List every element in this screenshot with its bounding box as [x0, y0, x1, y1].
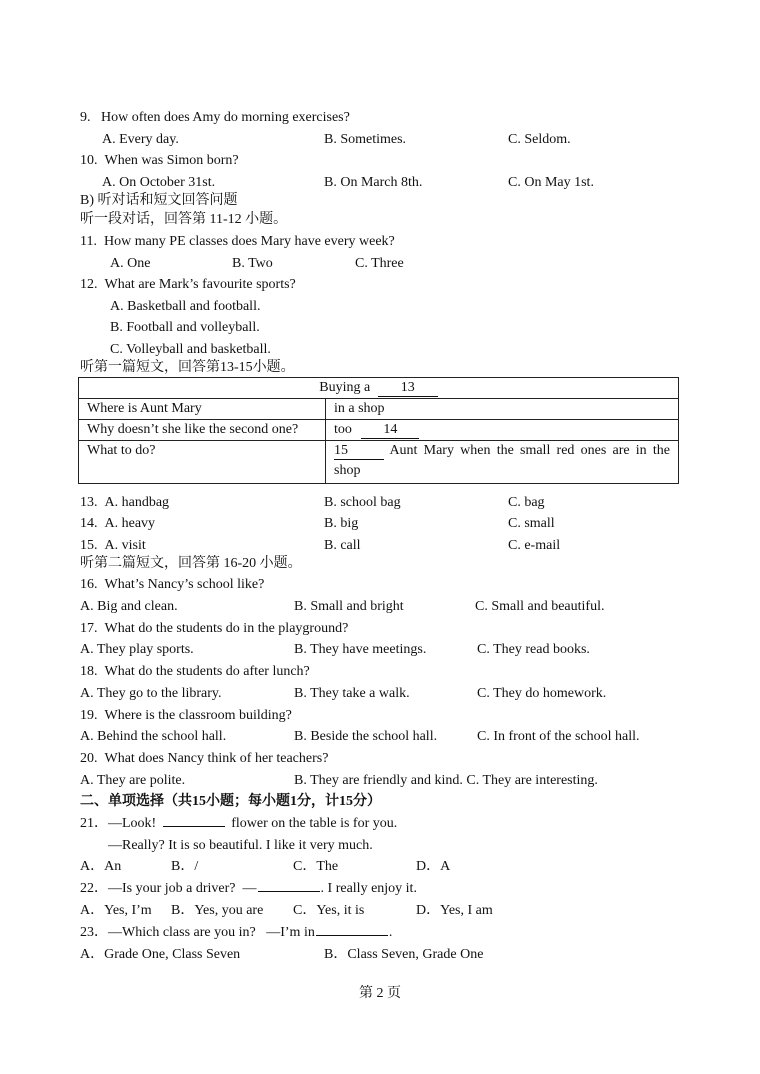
question-12-option-a: A. Basketball and football. [110, 299, 261, 314]
question-16-option-c: C. Small and beautiful. [475, 599, 605, 614]
question-9-option-b: B. Sometimes. [324, 132, 407, 147]
question-21-prompt: 21．—Look! [80, 816, 157, 831]
question-9-stem: 9. How often does Amy do morning exercises? [80, 110, 350, 125]
question-17-option-b: B. They have meetings. [294, 642, 427, 657]
question-22-option-c: C．Yes, it is [293, 903, 365, 918]
question-11-option-b: B. Two [232, 256, 273, 271]
page-number: 第 2 页 [359, 986, 401, 1001]
question-17-option-c: C. They read books. [477, 642, 590, 657]
question-16-stem: 16. What’s Nancy’s school like? [80, 577, 265, 592]
question-14-option-a: 14. A. heavy [80, 516, 156, 531]
blank-21 [163, 826, 225, 827]
question-12-stem: 12. What are Mark’s favourite sports? [80, 277, 296, 292]
table-row-2-label: Why doesn’t she like the second one? [79, 420, 326, 441]
question-13-option-a: 13. A. handbag [80, 495, 170, 510]
question-20-option-a: A. They are polite. [80, 773, 186, 788]
question-9-option-c: C. Seldom. [508, 132, 571, 147]
question-23-line-1 [80, 924, 392, 942]
question-9-option-a: A. Every day. [102, 132, 179, 147]
question-22-option-d: D．Yes, I am [416, 903, 493, 918]
table-row-3-label: What to do? [79, 441, 326, 484]
question-22-option-a: A．Yes, I’m [80, 903, 152, 918]
blank-23 [316, 935, 388, 936]
table-row-1-value: in a shop [326, 399, 679, 420]
question-20-stem: 20. What does Nancy think of her teachers? [80, 751, 329, 766]
table-row-2-value [326, 420, 679, 441]
question-23-option-b: B．Class Seven, Grade One [324, 947, 484, 962]
question-15-option-a: 15. A. visit [80, 538, 146, 553]
question-14-option-c: C. small [508, 516, 555, 531]
question-23-prompt: 23．—Which class are you in? —I’m in [80, 925, 315, 940]
question-22-rest: . I really enjoy it. [320, 881, 417, 896]
question-12-option-b: B. Football and volleyball. [110, 320, 260, 335]
info-table [78, 377, 679, 484]
question-19-option-c: C. In front of the school hall. [477, 729, 640, 744]
blank-13: 13 [378, 380, 438, 397]
part-2-title: 二、单项选择（共15小题；每小题1分，计15分） [80, 794, 381, 809]
question-10-option-a: A. On October 31st. [102, 175, 216, 190]
question-23-rest: . [388, 925, 393, 940]
question-21-option-d: D．A [416, 859, 451, 874]
passage-1-intro: 听第一篇短文，回答第13-15小题。 [80, 360, 295, 375]
table-title-prefix: Buying a [319, 380, 371, 395]
blank-22 [258, 891, 320, 892]
question-21-rest: flower on the table is for you. [231, 816, 398, 831]
blank-15: 15 [334, 443, 384, 460]
question-17-stem: 17. What do the students do in the playground? [80, 621, 349, 636]
question-19-stem: 19. Where is the classroom building? [80, 708, 292, 723]
question-18-stem: 18. What do the students do after lunch? [80, 664, 310, 679]
question-21-option-a: A．An [80, 859, 122, 874]
question-18-option-b: B. They take a walk. [294, 686, 410, 701]
table-row-2-prefix: too [334, 422, 352, 437]
question-13-option-c: C. bag [508, 495, 545, 510]
passage-2-intro: 听第二篇短文，回答第 16-20 小题。 [80, 556, 302, 571]
question-21-option-c: C．The [293, 859, 339, 874]
question-15-option-b: B. call [324, 538, 361, 553]
question-13-option-b: B. school bag [324, 495, 401, 510]
blank-14: 14 [361, 422, 419, 439]
question-11-option-a: A. One [110, 256, 151, 271]
question-23-option-a: A．Grade One, Class Seven [80, 947, 241, 962]
table-title [79, 378, 679, 399]
question-22-option-b: B．Yes, you are [171, 903, 264, 918]
question-16-option-a: A. Big and clean. [80, 599, 178, 614]
table-row-3-rest: Aunt Mary when the small red ones are in the shop [334, 443, 670, 478]
question-18-option-a: A. They go to the library. [80, 686, 222, 701]
question-21-line-2: —Really? It is so beautiful. I like it very much. [108, 838, 373, 853]
question-12-option-c: C. Volleyball and basketball. [110, 342, 271, 357]
dialogue-intro: 听一段对话，回答第 11-12 小题。 [80, 212, 288, 227]
question-10-option-b: B. On March 8th. [324, 175, 423, 190]
question-10-stem: 10. When was Simon born? [80, 153, 239, 168]
question-10-option-c: C. On May 1st. [508, 175, 594, 190]
question-21-option-b: B．/ [171, 859, 199, 874]
section-b-title: B) 听对话和短文回答问题 [80, 193, 238, 208]
question-22-prompt: 22．—Is your job a driver? — [80, 881, 257, 896]
question-22-line-1 [80, 880, 417, 898]
question-18-option-c: C. They do homework. [477, 686, 607, 701]
question-17-option-a: A. They play sports. [80, 642, 194, 657]
question-14-option-b: B. big [324, 516, 359, 531]
question-21-line-1 [80, 815, 397, 833]
question-15-option-c: C. e-mail [508, 538, 561, 553]
question-20-option-b: B. They are friendly and kind. C. They are interesting. [294, 773, 598, 788]
question-19-option-b: B. Beside the school hall. [294, 729, 438, 744]
question-11-stem: 11. How many PE classes does Mary have every week? [80, 234, 395, 249]
question-16-option-b: B. Small and bright [294, 599, 404, 614]
question-11-option-c: C. Three [355, 256, 404, 271]
question-19-option-a: A. Behind the school hall. [80, 729, 227, 744]
table-row-1-label: Where is Aunt Mary [79, 399, 326, 420]
table-row-3-value [326, 441, 679, 484]
